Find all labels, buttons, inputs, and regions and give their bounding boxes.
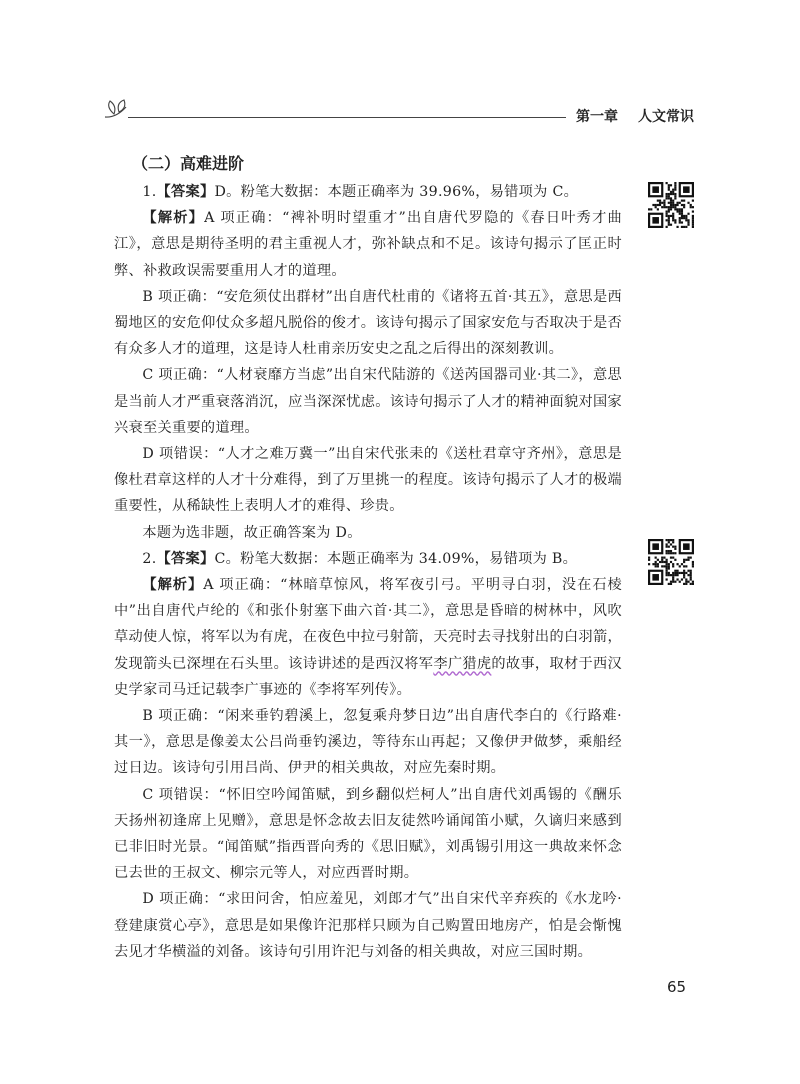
analysis-tag: 【解析】 — [142, 577, 204, 594]
answer-explanations — [114, 179, 622, 965]
answer-tag: 【答案】 — [156, 550, 215, 567]
chapter-header — [576, 106, 694, 126]
analysis-paragraph: D 项错误：“人才之难万冀一”出自宋代张耒的《送杜君章守齐州》，意思是像杜君章这样的人才十分难得，到了万里挑一的程度。该诗句揭示了人才的极端重要性，从稀缺性上表明人才的难得、珍贵。 — [114, 446, 622, 515]
question-number: 2. — [142, 550, 157, 567]
highlighted-phrase: 李广猎虎 — [433, 655, 492, 672]
qr-code-icon[interactable] — [648, 182, 694, 228]
analysis-tag: 【解析】 — [142, 210, 205, 227]
header-rule — [128, 117, 566, 118]
section-title: （二）高难进阶 — [132, 154, 245, 173]
chapter-label: 第一章 — [576, 109, 618, 125]
analysis-paragraph: C 项错误：“怀旧空吟闻笛赋，到乡翻似烂柯人”出自唐代刘禹锡的《酬乐天扬州初逢席上见赠》，意思是怀念故去旧友徒然吟诵闻笛小赋，久谪归来感到已非旧时光景。“闻笛赋”指西晋向秀的《思旧赋》，刘禹锡引用这一典故来怀念已去世的王叔文、柳宗元等人，对应西晋时期。 — [114, 786, 622, 882]
question-number: 1. — [142, 184, 157, 200]
analysis-paragraph: B 项正确：“安危须仗出群材”出自唐代杜甫的《诸将五首·其五》，意思是西蜀地区的安危仰仗众多超凡脱俗的俊才。该诗句揭示了国家安危与否取决于是否有众多人才的道理，这是诗人杜甫亲历安史之乱之后得出的深刻教训。 — [114, 288, 622, 358]
analysis-paragraph: B 项正确：“闲来垂钓碧溪上，忽复乘舟梦日边”出自唐代李白的《行路难·其一》，意思是像姜太公吕尚垂钓溪边，等待东山再起；又像伊尹做梦，乘船经过日边。该诗句引用吕尚、伊尹的相关典故，对应先秦时期。 — [114, 708, 622, 777]
conclusion-paragraph: 本题为选非题，故正确答案为 D。 — [142, 524, 362, 541]
analysis-text: 的故事，取材于西汉史学家司马迁记载李广事迹的《李将军列传》。 — [114, 655, 622, 698]
answer-text: C。粉笔大数据：本题正确率为 34.09%，易错项为 B。 — [214, 550, 578, 567]
analysis-paragraph — [114, 205, 622, 284]
analysis-text: A 项正确：“裨补明时望重才”出自唐代罗隐的《春日叶秀才曲江》，意思是期待圣明的君主重视人才，弥补缺点和不足。该诗句揭示了匡正时弊、补救政误需要重用人才的道理。 — [114, 210, 623, 279]
chapter-title: 人文常识 — [638, 109, 694, 125]
analysis-text: A 项正确：“林暗草惊风，将军夜引弓。平明寻白羽，没在石棱中”出自唐代卢纶的《和张仆射塞下曲六首·其二》，意思是昏暗的树林中，风吹草动使人惊，将军以为有虎，在夜色中拉弓射箭，天亮时去寻找射出的白羽箭，发现箭头已深埋在石头里。该诗讲述的是西汉将军 — [114, 577, 623, 672]
answer-line — [114, 179, 622, 205]
qr-code-icon[interactable] — [648, 539, 694, 585]
answer-line — [114, 546, 622, 572]
page-number: 65 — [667, 978, 687, 996]
analysis-paragraph — [114, 572, 622, 703]
analysis-paragraph: D 项正确：“求田问舍，怕应羞见，刘郎才气”出自宋代辛弃疾的《水龙吟·登建康赏心亭》，意思是如果像许汜那样只顾为自己购置田地房产，怕是会惭愧去见才华横溢的刘备。该诗句引用许汜与刘备的相关典故，对应三国时期。 — [114, 891, 622, 960]
answer-text: D。粉笔大数据：本题正确率为 39.96%，易错项为 C。 — [214, 184, 579, 200]
analysis-paragraph: C 项正确：“人材衰靡方当虑”出自宋代陆游的《送芮国器司业·其二》，意思是当前人才严重衰落消沉，应当深深忧虑。该诗句揭示了人才的精神面貌对国家兴衰至关重要的道理。 — [114, 367, 622, 436]
answer-tag: 【答案】 — [156, 184, 215, 200]
